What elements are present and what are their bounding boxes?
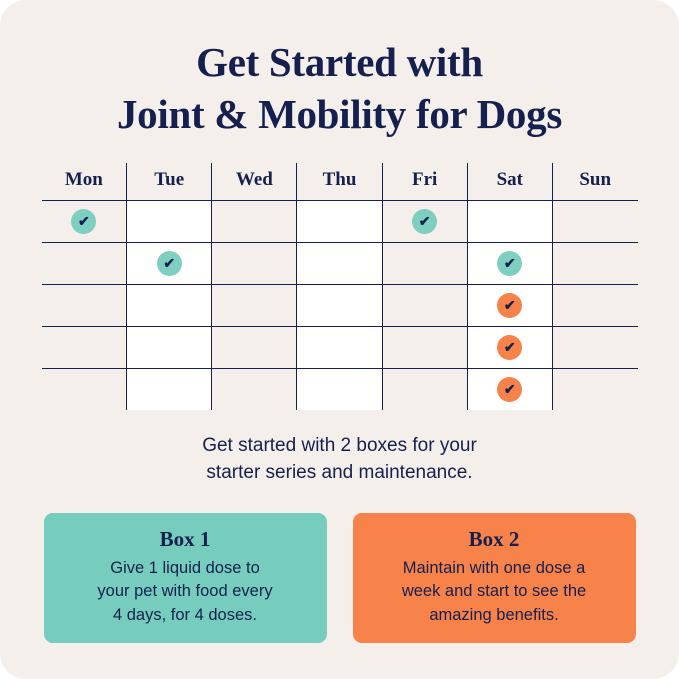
page-title bbox=[0, 0, 679, 141]
page-title-line-1: Get Started with bbox=[196, 39, 483, 85]
calendar-cell bbox=[297, 284, 382, 326]
page-title-line-2: Joint & Mobility for Dogs bbox=[116, 91, 562, 138]
calendar-cell bbox=[382, 368, 467, 410]
box-1-card bbox=[44, 513, 327, 643]
calendar-row bbox=[42, 368, 638, 410]
calendar-cell bbox=[42, 326, 127, 368]
box-1-title: Box 1 bbox=[159, 527, 211, 552]
calendar-cell bbox=[552, 368, 637, 410]
calendar-cell bbox=[42, 368, 127, 410]
box-2-line-1: Maintain with one dose a bbox=[402, 559, 586, 578]
calendar-cell bbox=[42, 284, 127, 326]
box-instructions bbox=[0, 513, 679, 643]
caption bbox=[105, 432, 575, 487]
calendar-cell bbox=[467, 368, 552, 410]
calendar-header-fri: Fri bbox=[382, 163, 467, 201]
box-1-body bbox=[60, 557, 311, 627]
caption-line-2: starter series and maintenance. bbox=[206, 462, 473, 484]
calendar-header-mon: Mon bbox=[42, 163, 127, 201]
calendar-cell bbox=[127, 284, 212, 326]
calendar-cell bbox=[212, 368, 297, 410]
calendar-cell bbox=[127, 200, 212, 242]
calendar-header-sat: Sat bbox=[467, 163, 552, 201]
calendar-row bbox=[42, 200, 638, 242]
box-1-line-1: Give 1 liquid dose to bbox=[110, 559, 260, 578]
calendar-cell bbox=[467, 326, 552, 368]
dose-check-icon: ✔ bbox=[157, 251, 182, 276]
box-2-body bbox=[369, 557, 620, 627]
calendar-header-wed: Wed bbox=[212, 163, 297, 201]
dose-check-icon: ✔ bbox=[71, 209, 96, 234]
calendar-cell bbox=[382, 284, 467, 326]
calendar-cell bbox=[467, 284, 552, 326]
calendar-cell bbox=[297, 242, 382, 284]
calendar-cell bbox=[42, 242, 127, 284]
box-1-line-3: 4 days, for 4 doses. bbox=[113, 605, 257, 624]
dose-check-icon: ✔ bbox=[497, 251, 522, 276]
dose-check-icon: ✔ bbox=[497, 377, 522, 402]
box-2-line-2: week and start to see the bbox=[401, 582, 587, 601]
calendar-cell bbox=[552, 284, 637, 326]
calendar-header-row bbox=[42, 163, 638, 201]
calendar-cell bbox=[552, 200, 637, 242]
calendar-cell bbox=[212, 200, 297, 242]
dose-check-icon: ✔ bbox=[412, 209, 437, 234]
calendar-cell bbox=[212, 326, 297, 368]
calendar-cell bbox=[127, 242, 212, 284]
box-2-card bbox=[353, 513, 636, 643]
calendar-cell bbox=[212, 284, 297, 326]
calendar-cell bbox=[382, 326, 467, 368]
box-2-title: Box 2 bbox=[468, 527, 520, 552]
calendar-cell bbox=[127, 368, 212, 410]
calendar-header-tue: Tue bbox=[127, 163, 212, 201]
calendar-cell bbox=[297, 326, 382, 368]
calendar-header-sun: Sun bbox=[552, 163, 637, 201]
calendar-cell bbox=[467, 242, 552, 284]
calendar-header-thu: Thu bbox=[297, 163, 382, 201]
calendar-cell bbox=[42, 200, 127, 242]
caption-line-1: Get started with 2 boxes for your bbox=[202, 434, 477, 456]
calendar-cell bbox=[212, 242, 297, 284]
calendar-cell bbox=[382, 242, 467, 284]
box-2-line-3: amazing benefits. bbox=[429, 605, 559, 624]
calendar-body bbox=[42, 200, 638, 410]
calendar-row bbox=[42, 326, 638, 368]
box-1-line-2: your pet with food every bbox=[97, 582, 273, 601]
calendar-cell bbox=[552, 242, 637, 284]
calendar-cell bbox=[382, 200, 467, 242]
dose-check-icon: ✔ bbox=[497, 335, 522, 360]
calendar-cell bbox=[127, 326, 212, 368]
dosing-calendar bbox=[42, 163, 638, 410]
calendar-cell bbox=[297, 368, 382, 410]
calendar-row bbox=[42, 242, 638, 284]
calendar-cell bbox=[297, 200, 382, 242]
calendar-row bbox=[42, 284, 638, 326]
calendar-cell bbox=[552, 326, 637, 368]
dose-check-icon: ✔ bbox=[497, 293, 522, 318]
calendar-cell bbox=[467, 200, 552, 242]
